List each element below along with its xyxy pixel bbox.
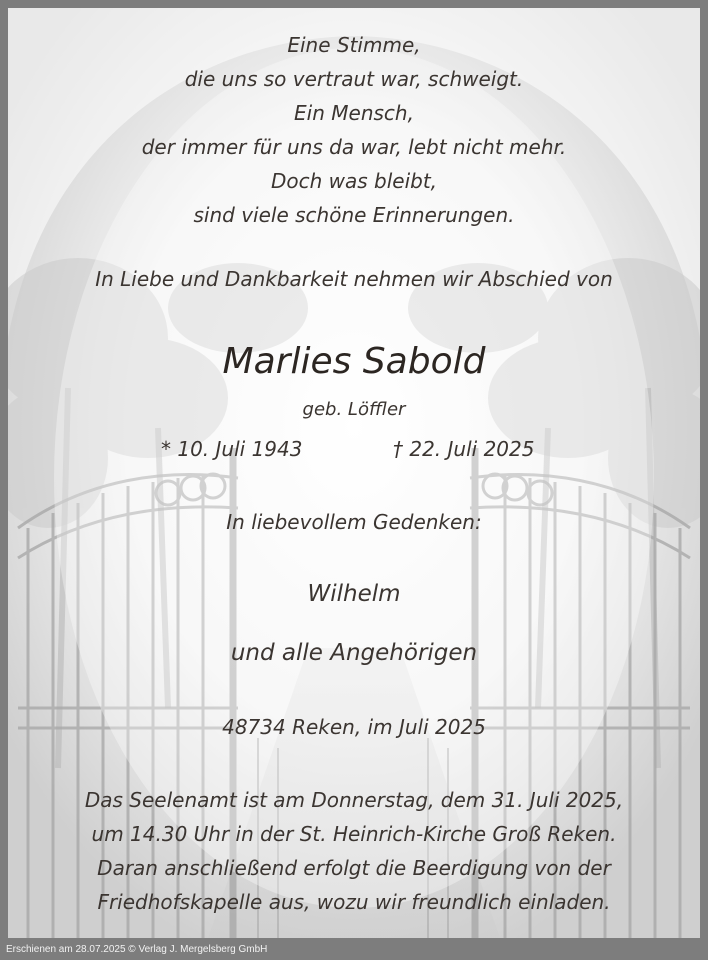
publication-footer: Erschienen am 28.07.2025 © Verlag J. Mergelsberg GmbH: [6, 944, 268, 955]
service-line: Das Seelenamt ist am Donnerstag, dem 31. Juli 2025,: [84, 788, 624, 812]
death-date: † 22. Juli 2025: [393, 437, 535, 461]
poem-line: die uns so vertraut war, schweigt.: [184, 67, 524, 91]
mourner-relatives: und alle Angehörigen: [230, 640, 478, 666]
poem-line: Eine Stimme,: [287, 33, 421, 57]
remembrance-heading: In liebevollem Gedenken:: [226, 510, 482, 534]
service-line: Daran anschließend erfolgt die Beerdigung von der: [97, 856, 611, 880]
poem-line: sind viele schöne Erinnerungen.: [193, 203, 515, 227]
poem-line: Ein Mensch,: [294, 101, 414, 125]
maiden-name: geb. Löffler: [302, 399, 406, 420]
notice-text: [8, 8, 700, 938]
birth-date: * 10. Juli 1943: [161, 437, 303, 461]
poem-line: Doch was bleibt,: [270, 169, 438, 193]
poem-line: der immer für uns da war, lebt nicht mehr.: [141, 135, 567, 159]
obituary-notice: [8, 8, 700, 938]
service-line: Friedhofskapelle aus, wozu wir freundlich einladen.: [97, 890, 611, 914]
service-line: um 14.30 Uhr in der St. Heinrich-Kirche Groß Reken.: [91, 822, 617, 846]
place-and-date: 48734 Reken, im Juli 2025: [222, 715, 486, 739]
mourner-name: Wilhelm: [307, 581, 401, 607]
farewell-intro: In Liebe und Dankbarkeit nehmen wir Abschied von: [95, 267, 613, 291]
deceased-name: Marlies Sabold: [222, 341, 486, 382]
